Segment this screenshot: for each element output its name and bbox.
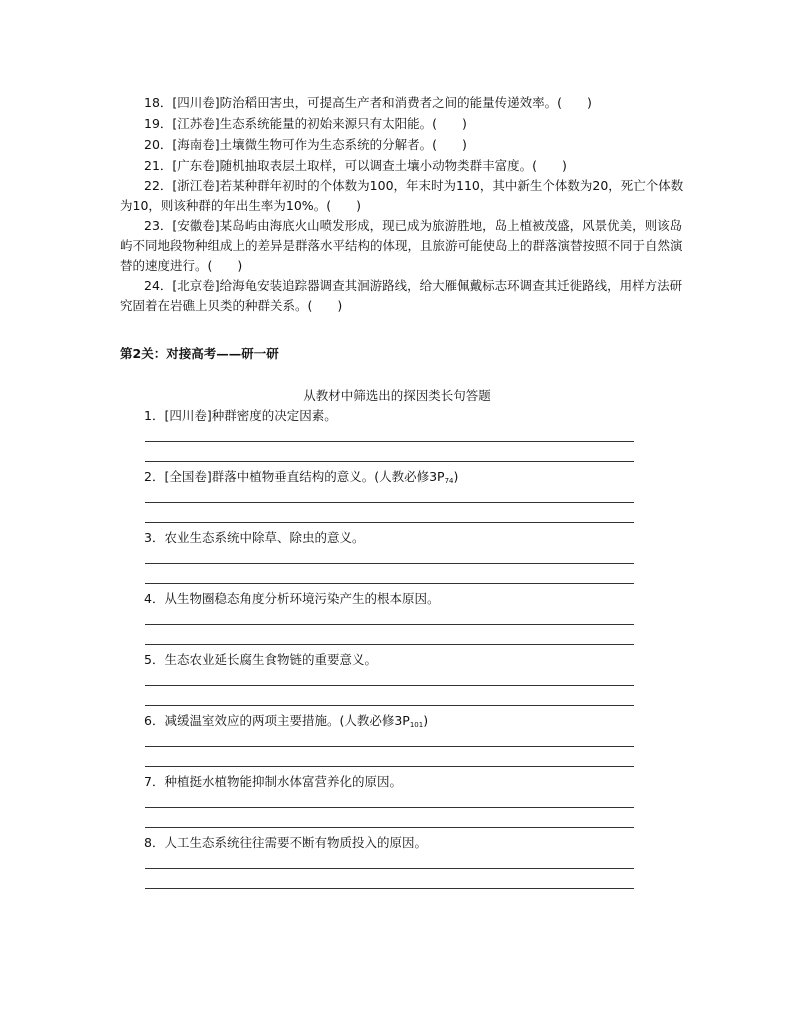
page-ref-subscript: 74 xyxy=(444,477,454,485)
question-4: 4．从生物圈稳态角度分析环境污染产生的根本原因。 xyxy=(144,591,440,606)
sub-title: 从教材中筛选出的探因类长句答题 xyxy=(303,388,491,403)
answer-line xyxy=(145,441,634,442)
answer-line xyxy=(145,624,634,625)
item-text: 24．[北京卷]给海龟安装追踪器调查其洄游路线，给大雁佩戴标志环调查其迁徙路线，用样方法研究固着在岩礁上贝类的种群关系。( ) xyxy=(120,278,683,313)
section-title: 第2关：对接高考——研一研 xyxy=(120,346,279,361)
question-8: 8．人工生态系统往往需要不断有物质投入的原因。 xyxy=(144,835,427,850)
page-ref-subscript: 101 xyxy=(409,721,424,729)
answer-line xyxy=(145,746,634,747)
true-false-item-18 xyxy=(120,93,690,113)
answer-line xyxy=(145,522,634,523)
item-text: 22．[浙江卷]若某种群年初时的个体数为100，年末时为110，其中新生个体数为20，死亡个体数为10，则该种群的年出生率为10%。( ) xyxy=(120,178,684,213)
question-1: 1．[四川卷]种群密度的决定因素。 xyxy=(144,408,337,423)
answer-line xyxy=(145,705,634,706)
answer-line xyxy=(145,807,634,808)
item-text: 20．[海南卷]土壤微生物可作为生态系统的分解者。( ) xyxy=(144,137,467,152)
answer-line xyxy=(145,766,634,767)
question-5: 5．生态农业延长腐生食物链的重要意义。 xyxy=(144,652,377,667)
true-false-item-23 xyxy=(120,216,690,276)
true-false-item-24 xyxy=(120,276,690,316)
item-text: 19．[江苏卷]生态系统能量的初始来源只有太阳能。( ) xyxy=(144,116,467,131)
item-text: 18．[四川卷]防治稻田害虫，可提高生产者和消费者之间的能量传递效率。( ) xyxy=(144,95,592,110)
true-false-item-21 xyxy=(120,156,690,176)
question-7: 7．种植挺水植物能抑制水体富营养化的原因。 xyxy=(144,774,402,789)
question-3: 3．农业生态系统中除草、除虫的意义。 xyxy=(144,530,365,545)
answer-line xyxy=(145,685,634,686)
question-6: 6．减缓温室效应的两项主要措施。(人教必修$3P_{101}$) xyxy=(144,713,429,729)
answer-line xyxy=(145,868,634,869)
question-2: 2．[全国卷]群落中植物垂直结构的意义。(人教必修$3P_{74}$) xyxy=(144,469,459,485)
answer-line xyxy=(145,888,634,889)
answer-line xyxy=(145,827,634,828)
answer-line xyxy=(145,563,634,564)
true-false-item-22 xyxy=(120,176,690,216)
item-text: 21．[广东卷]随机抽取表层土取样，可以调查土壤小动物类群丰富度。( ) xyxy=(144,158,567,173)
true-false-item-19 xyxy=(120,114,690,134)
item-text: 23．[安徽卷]某岛屿由海底火山喷发形成，现已成为旅游胜地，岛上植被茂盛，风景优美，则该岛屿不同地段物种组成上的差异是群落水平结构的体现，且旅游可能使岛上的群落演替按照不同于自然演替的速度进行。( ) xyxy=(120,218,683,273)
answer-line xyxy=(145,502,634,503)
answer-line xyxy=(145,644,634,645)
answer-line xyxy=(145,583,634,584)
answer-line xyxy=(145,461,634,462)
true-false-item-20 xyxy=(120,135,690,155)
